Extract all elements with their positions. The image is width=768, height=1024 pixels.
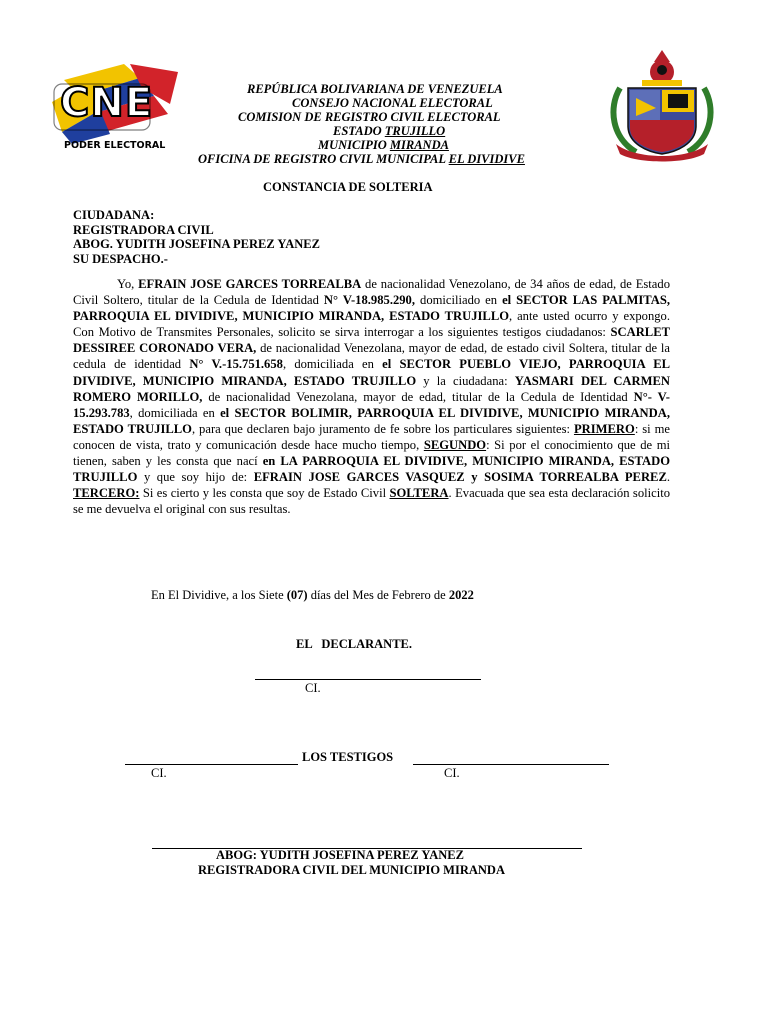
addressee-line-2: REGISTRADORA CIVIL xyxy=(73,222,214,237)
header-estado-prefix: ESTADO xyxy=(333,124,385,138)
document-title: CONSTANCIA DE SOLTERIA xyxy=(263,180,433,194)
item-primero: PRIMERO xyxy=(573,421,635,436)
witness-2-id: N°- V-15.293.783 xyxy=(73,389,670,420)
addressee-line-4: SU DESPACHO.- xyxy=(73,251,168,266)
header-estado-name: TRUJILLO xyxy=(384,124,446,138)
witness-1-address: el SECTOR PUEBLO VIEJO, PARROQUIA EL DIVIDIVE, MUNICIPIO MIRANDA, ESTADO TRUJILLO xyxy=(73,357,670,388)
body-span: de nacionalidad Venezolana, mayor de edad, titular de la Cedula de Identidad xyxy=(202,389,634,404)
body-span: de nacionalidad Venezolano, de 34 años de edad, de Estado Civil Soltero, titular de la Cedula de Identidad xyxy=(73,277,670,308)
body-span: domiciliado en xyxy=(415,293,503,308)
header-municipio xyxy=(318,138,449,152)
civil-status: SOLTERA xyxy=(389,486,449,501)
birthplace: en LA PARROQUIA EL DIVIDIVE, MUNICIPIO MIRANDA, ESTADO TRUJILLO xyxy=(73,454,670,485)
witness-right-signature-line xyxy=(413,764,609,765)
date-year: 2022 xyxy=(448,588,474,602)
body-span: y la ciudadana: xyxy=(416,373,515,388)
body-paragraph xyxy=(73,276,670,517)
header-oficina-prefix: OFICINA DE REGISTRO CIVIL MUNICIPAL xyxy=(198,152,449,166)
addressee-line-3: ABOG. YUDITH JOSEFINA PEREZ YANEZ xyxy=(73,237,320,251)
header-comision: COMISION DE REGISTRO CIVIL ELECTORAL xyxy=(238,110,501,124)
witness-right-ci: CI. xyxy=(444,766,460,780)
addressee-block xyxy=(73,208,320,266)
body-span: Si es cierto y les consta que soy de Estado Civil xyxy=(139,486,390,501)
body-span: de nacionalidad Venezolana, mayor de edad, de estado civil Soltera, titular de la cedula de identidad xyxy=(73,341,671,372)
witness-1-name: SCARLET DESSIREE CORONADO VERA, xyxy=(73,325,670,356)
header-oficina-place: EL DIVIDIVE xyxy=(448,152,525,166)
witness-1-id: N° V.-15.751.658 xyxy=(189,357,283,372)
header-municipio-prefix: MUNICIPIO xyxy=(318,138,390,152)
registradora-name: ABOG: YUDITH JOSEFINA PEREZ YANEZ xyxy=(216,848,464,862)
body-span: y que soy hijo de: xyxy=(137,470,254,485)
witness-left-signature-line xyxy=(125,764,298,765)
cne-logo xyxy=(50,62,182,156)
date-line xyxy=(151,588,474,603)
header-republica: REPÚBLICA BOLIVARIANA DE VENEZUELA xyxy=(247,82,503,96)
declarante-ci: CI. xyxy=(305,681,321,695)
body-span: . Evacuada que sea esta declaración solicito se me devuelva el original con sus resultas. xyxy=(73,486,670,517)
witness-left-ci: CI. xyxy=(151,766,167,780)
witness-2-address: el SECTOR BOLIMIR, PARROQUIA EL DIVIDIVE, MUNICIPIO MIRANDA, ESTADO TRUJILLO xyxy=(73,405,670,436)
parents-names: EFRAIN JOSE GARCES VASQUEZ y SOSIMA TORREALBA PEREZ xyxy=(253,470,667,485)
municipal-coat-of-arms xyxy=(606,48,718,162)
addressee-line-1: CIUDADANA: xyxy=(73,208,155,222)
body-span: Yo, xyxy=(117,277,139,291)
body-span: , domiciliada en xyxy=(129,405,221,420)
item-tercero: TERCERO: xyxy=(73,486,140,501)
witness-2-name: YASMARI DEL CARMEN ROMERO MORILLO, xyxy=(73,373,670,404)
date-day: (07) xyxy=(286,588,308,602)
declarante-title: EL DECLARANTE. xyxy=(296,637,412,651)
cne-logo-subtext: PODER ELECTORAL xyxy=(64,140,166,151)
body-span: , domiciliada en xyxy=(282,357,383,372)
header-estado xyxy=(333,124,445,138)
registradora-role: REGISTRADORA CIVIL DEL MUNICIPIO MIRANDA xyxy=(198,863,505,877)
header-cne: CONSEJO NACIONAL ELECTORAL xyxy=(292,96,493,110)
body-span: , ante usted ocurro y expongo. Con Motivo de Transmites Personales, solicito se sirva interrogar a los siguientes testigos ciudadanos: xyxy=(73,309,670,340)
body-span: : si me conocen de vista, trato y comunicación desde hace mucho tiempo, xyxy=(73,421,671,452)
body-text xyxy=(73,276,670,517)
declarant-name: EFRAIN JOSE GARCES TORREALBA xyxy=(138,277,362,291)
body-span: , para que declaren bajo juramento de fe sobre los particulares siguientes: xyxy=(191,421,574,436)
body-span: . xyxy=(666,470,670,485)
testigos-title: LOS TESTIGOS xyxy=(302,750,394,764)
header-municipio-name: MIRANDA xyxy=(389,138,449,152)
body-span: : Si por el conocimiento que de mi tienen, saben y les consta que nací xyxy=(73,437,670,469)
item-segundo: SEGUNDO xyxy=(423,437,487,452)
date-middle: días del Mes de Febrero de xyxy=(307,588,449,602)
declarant-address: el SECTOR LAS PALMITAS, PARROQUIA EL DIVIDIVE, MUNICIPIO MIRANDA, ESTADO TRUJILLO xyxy=(73,293,670,324)
cne-logo-text: CNE xyxy=(60,80,154,126)
declarant-id: N° V-18.985.290, xyxy=(323,293,416,308)
header-oficina xyxy=(198,152,525,166)
declarante-signature-line xyxy=(255,679,481,680)
coat-of-arms-icon xyxy=(606,48,718,162)
date-prefix: En El Dividive, a los Siete xyxy=(151,588,287,602)
